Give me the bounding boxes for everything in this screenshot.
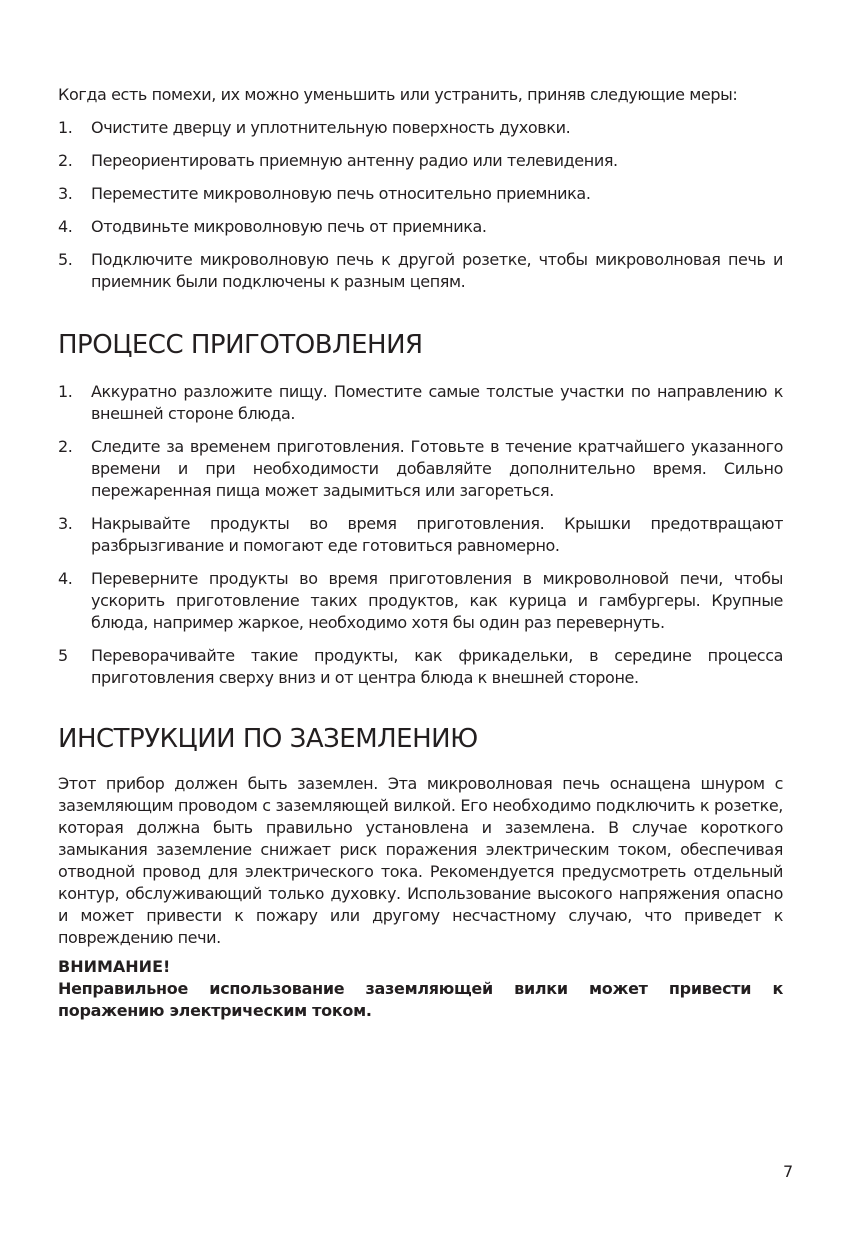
item-text: Следите за временем приготовления. Готовьте в течение кратчайшего указанного времени и при необходимости добавляйте дополнительно время. Сильно пережаренная пища может задымиться или загореться. <box>91 437 783 500</box>
page-content <box>58 84 783 1022</box>
list-item <box>58 645 783 689</box>
item-number: 4. <box>58 217 73 236</box>
item-text: Аккуратно разложите пищу. Поместите самые толстые участки по направлению к внешней стороне блюда. <box>91 382 783 423</box>
list-item <box>58 117 783 139</box>
item-number: 5 <box>58 646 68 665</box>
list-item <box>58 513 783 557</box>
warning-title: ВНИМАНИЕ! <box>58 957 171 976</box>
item-text: Подключите микроволновую печь к другой розетке, чтобы микроволновая печь и приемник были подключены к разным цепям. <box>91 250 783 291</box>
item-number: 5. <box>58 250 73 269</box>
item-text: Переориентировать приемную антенну радио или телевидения. <box>91 151 618 170</box>
section-heading-process: ПРОЦЕСС ПРИГОТОВЛЕНИЯ <box>58 330 423 360</box>
interference-steps-list <box>58 117 783 293</box>
item-number: 1. <box>58 382 73 401</box>
list-item <box>58 183 783 205</box>
item-text: Накрывайте продукты во время приготовления. Крышки предотвращают разбрызгивание и помогают еде готовиться равномерно. <box>91 514 783 555</box>
list-item <box>58 436 783 502</box>
list-item <box>58 216 783 238</box>
page-number: 7 <box>783 1162 794 1181</box>
item-text: Переворачивайте такие продукты, как фрикадельки, в середине процесса приготовления сверху вниз и от центра блюда к внешней стороне. <box>91 646 783 687</box>
warning-text: Неправильное использование заземляющей вилки может привести к поражению электрическим током. <box>58 979 783 1020</box>
item-number: 2. <box>58 437 73 456</box>
list-item <box>58 249 783 293</box>
section-heading-grounding: ИНСТРУКЦИИ ПО ЗАЗЕМЛЕНИЮ <box>58 724 478 754</box>
list-item <box>58 381 783 425</box>
item-text: Очистите дверцу и уплотнительную поверхность духовки. <box>91 118 571 137</box>
item-number: 1. <box>58 118 73 137</box>
item-text: Переместите микроволновую печь относительно приемника. <box>91 184 591 203</box>
item-number: 2. <box>58 151 73 170</box>
grounding-paragraph: Этот прибор должен быть заземлен. Эта микроволновая печь оснащена шнуром с заземляющим проводом с заземляющей вилкой. Его необходимо подключить к розетке, которая должна быть правильно установлена и заземлена. В случае короткого замыкания заземление снижает риск поражения электрическим током, обеспечивая отводной провод для электрического тока. Рекомендуется предусмотреть отдельный контур, обслуживающий только духовку. Использование высокого напряжения опасно и может привести к пожару или другому несчастному случаю, что приведет к повреждению печи. <box>58 774 783 947</box>
intro-text: Когда есть помехи, их можно уменьшить или устранить, приняв следующие меры: <box>58 85 738 104</box>
process-steps-list <box>58 381 783 689</box>
item-text: Отодвиньте микроволновую печь от приемника. <box>91 217 487 236</box>
item-text: Переверните продукты во время приготовления в микроволновой печи, чтобы ускорить приготовление таких продуктов, как курица и гамбургеры. Крупные блюда, например жаркое, необходимо хотя бы один раз перевернуть. <box>91 569 783 632</box>
list-item <box>58 568 783 634</box>
list-item <box>58 150 783 172</box>
item-number: 3. <box>58 514 73 533</box>
item-number: 3. <box>58 184 73 203</box>
item-number: 4. <box>58 569 73 588</box>
